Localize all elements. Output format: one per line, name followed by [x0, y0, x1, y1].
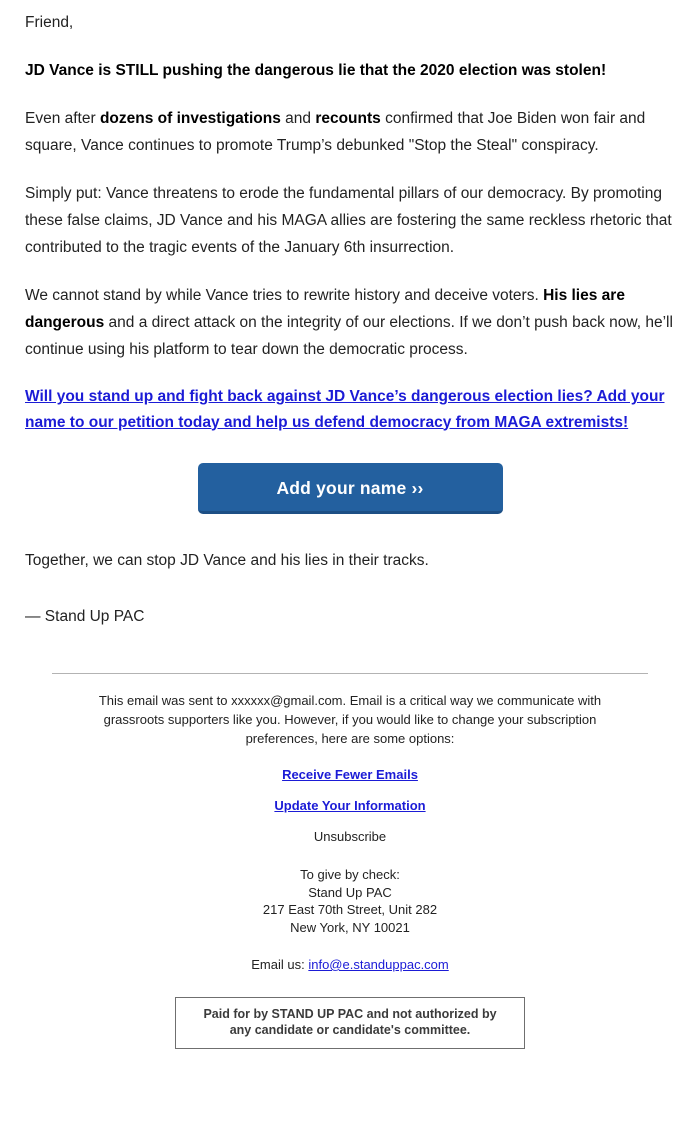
- organization-name: Stand Up PAC: [308, 884, 392, 900]
- footer-link-row-update-info: [40, 796, 660, 815]
- disclaimer-line-2: any candidate or candidate's committee.: [229, 1022, 471, 1037]
- email-main-content: [0, 9, 700, 630]
- footer-link-row-receive-fewer: [40, 765, 660, 784]
- closing-text: Together, we can stop JD Vance and his lies in their tracks.: [25, 552, 429, 569]
- footer-divider: [52, 673, 648, 674]
- signature-text: — Stand Up PAC: [25, 608, 145, 625]
- headline-text: JD Vance is STILL pushing the dangerous lie that the 2020 election was stolen!: [25, 62, 607, 79]
- footer-contact-email: [40, 955, 660, 974]
- give-by-check-label: To give by check:: [300, 867, 400, 882]
- footer-subscription-note: This email was sent to xxxxxx@gmail.com. Email is a critical way we communicate with grassroots supporters like you. However, if you would like to change your subscription preferences, here are some options:: [98, 693, 602, 746]
- footer-mailing-address: [40, 866, 660, 936]
- para4-bold-his-lies: His lies are dangerous: [25, 287, 625, 331]
- email-us-label: Email us:: [251, 957, 305, 972]
- para2-part3: confirmed that Joe Biden won fair and square, Vance continues to promote Trump’s debunked "Stop the Steal" conspiracy.: [25, 110, 646, 154]
- disclaimer-container: [40, 997, 660, 1049]
- email-body: [0, 9, 700, 1049]
- greeting-text: Friend,: [25, 14, 74, 31]
- footer-links-group: [40, 765, 660, 846]
- petition-link[interactable]: Will you stand up and fight back against JD Vance’s dangerous election lies? Add your name to our petition today and help us defend democracy from MAGA extremists!: [25, 388, 665, 431]
- address-city-state-zip: New York, NY 10021: [290, 919, 410, 935]
- unsubscribe-text[interactable]: Unsubscribe: [313, 829, 387, 844]
- paid-for-by-disclaimer: [175, 997, 525, 1049]
- paragraph-democracy: Simply put: Vance threatens to erode the fundamental pillars of our democracy. By promoting these false claims, JD Vance and his MAGA allies are fostering the same reckless rhetoric that contributed to the tragic events of the January 6th insurrection.: [25, 185, 672, 256]
- para2-bold-recounts: recounts: [315, 110, 381, 127]
- petition-link-paragraph: [25, 384, 675, 435]
- contact-email-link[interactable]: info@e.standuppac.com: [308, 957, 449, 972]
- address-street: 217 East 70th Street, Unit 282: [262, 902, 438, 917]
- paragraph-his-lies: [25, 282, 675, 363]
- email-footer: [0, 691, 700, 1049]
- cta-container: [25, 463, 675, 520]
- paragraph-investigations: [25, 105, 675, 159]
- para2-bold-investigations: dozens of investigations: [99, 110, 281, 127]
- para2-part1: Even after: [25, 110, 100, 127]
- update-your-information-link[interactable]: Update Your Information: [274, 798, 426, 813]
- para2-part2: and: [280, 110, 316, 127]
- receive-fewer-emails-link[interactable]: Receive Fewer Emails: [282, 767, 418, 782]
- disclaimer-line-1: Paid for by STAND UP PAC and not authorized by: [203, 1007, 497, 1021]
- para4-part2: and a direct attack on the integrity of our elections. If we don’t push back now, he’ll continue using his platform to tear down the democratic process.: [25, 314, 673, 358]
- add-your-name-button[interactable]: Add your name ››: [198, 463, 503, 514]
- para4-part1: We cannot stand by while Vance tries to rewrite history and deceive voters.: [25, 287, 544, 304]
